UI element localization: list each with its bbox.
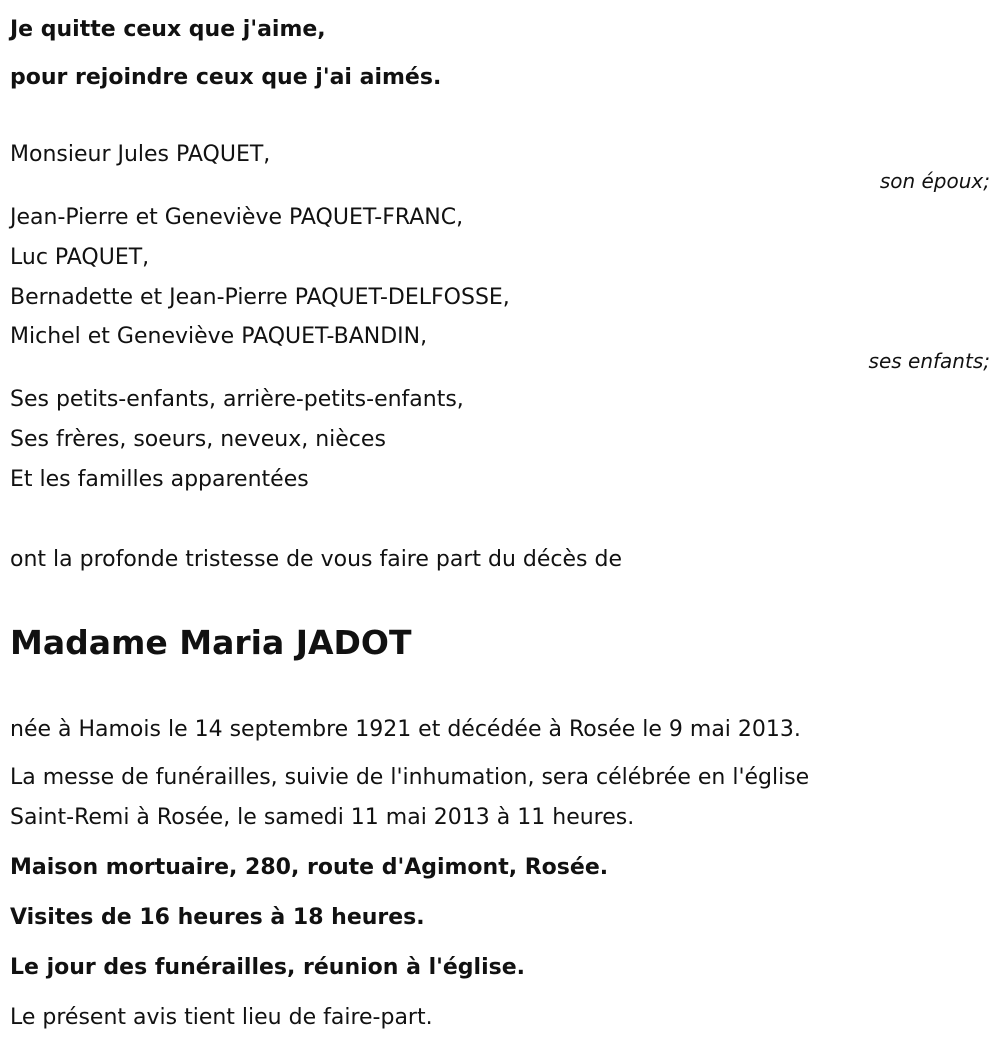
family-line: Ses frères, soeurs, neveux, nièces bbox=[10, 427, 386, 452]
mass-line-1: La messe de funérailles, suivie de l'inhumation, sera célébrée en l'église bbox=[10, 765, 810, 790]
mass-line-2: Saint-Remi à Rosée, le samedi 11 mai 2013 à 11 heures. bbox=[10, 805, 635, 830]
family-line: Et les familles apparentées bbox=[10, 467, 309, 492]
spouse-name: Monsieur Jules PAQUET, bbox=[10, 142, 271, 167]
child-name: Luc PAQUET, bbox=[10, 245, 150, 270]
quote-line-1: Je quitte ceux que j'aime, bbox=[10, 17, 326, 42]
visits: Visites de 16 heures à 18 heures. bbox=[10, 905, 425, 930]
family-line: Ses petits-enfants, arrière-petits-enfants, bbox=[10, 387, 464, 412]
spouse-role: son époux; bbox=[879, 169, 990, 193]
children-role: ses enfants; bbox=[868, 349, 990, 373]
child-name: Bernadette et Jean-Pierre PAQUET-DELFOSSE, bbox=[10, 285, 510, 310]
announcement: ont la profonde tristesse de vous faire part du décès de bbox=[10, 547, 622, 572]
meeting: Le jour des funérailles, réunion à l'église. bbox=[10, 955, 525, 980]
deceased-name: Madame Maria JADOT bbox=[10, 623, 412, 662]
funeral-home: Maison mortuaire, 280, route d'Agimont, Rosée. bbox=[10, 855, 609, 880]
quote-line-2: pour rejoindre ceux que j'ai aimés. bbox=[10, 65, 442, 90]
notice: Le présent avis tient lieu de faire-part. bbox=[10, 1005, 433, 1030]
child-name: Michel et Geneviève PAQUET-BANDIN, bbox=[10, 324, 428, 349]
child-name: Jean-Pierre et Geneviève PAQUET-FRANC, bbox=[10, 205, 464, 230]
birth-death: née à Hamois le 14 septembre 1921 et décédée à Rosée le 9 mai 2013. bbox=[10, 717, 801, 742]
